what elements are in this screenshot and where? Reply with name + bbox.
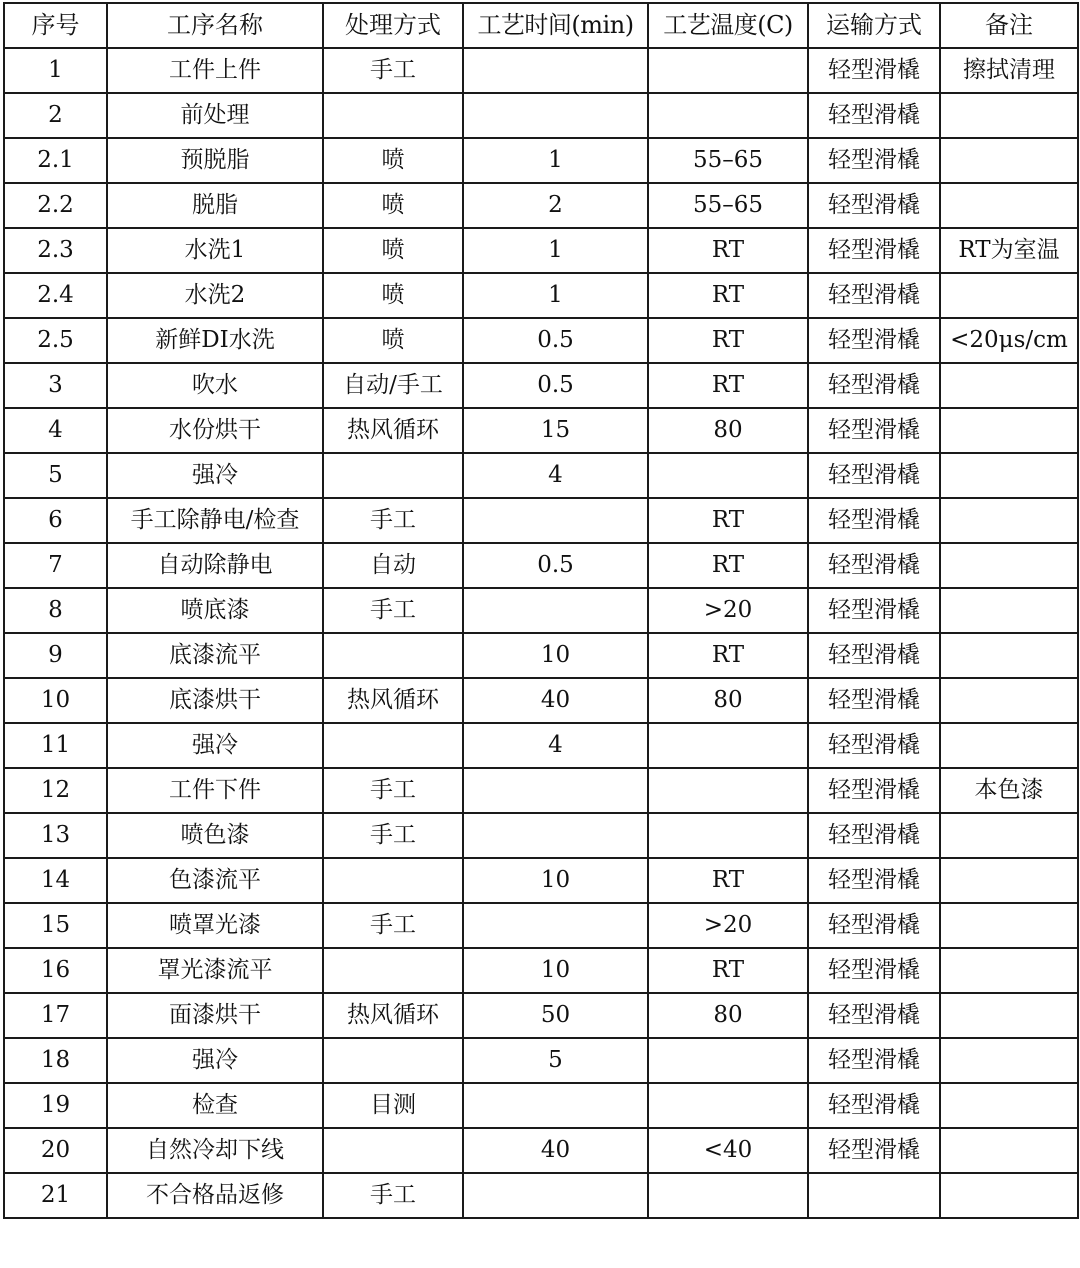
- cell-process-name: 水份烘干: [107, 408, 323, 453]
- cell-process-temp: RT: [648, 633, 808, 678]
- cell-transport: 轻型滑橇: [808, 633, 940, 678]
- cell-treatment: 热风循环: [323, 993, 463, 1038]
- cell-treatment: [323, 723, 463, 768]
- table-header: [4, 3, 1078, 48]
- cell-process-time: [463, 813, 648, 858]
- cell-process-name: 吹水: [107, 363, 323, 408]
- cell-transport: [808, 1173, 940, 1218]
- cell-transport: 轻型滑橇: [808, 1083, 940, 1128]
- table-row: [4, 138, 1078, 183]
- header-treatment: 处理方式: [323, 3, 463, 48]
- cell-treatment: [323, 1128, 463, 1173]
- cell-process-name: 喷罩光漆: [107, 903, 323, 948]
- header-process-temp: 工艺温度(C): [648, 3, 808, 48]
- cell-seq: 16: [4, 948, 107, 993]
- cell-process-name: 水洗1: [107, 228, 323, 273]
- cell-process-name: 强冷: [107, 453, 323, 498]
- cell-process-temp: [648, 813, 808, 858]
- cell-process-time: [463, 48, 648, 93]
- cell-process-name: 喷底漆: [107, 588, 323, 633]
- cell-process-time: [463, 1083, 648, 1128]
- cell-seq: 2.4: [4, 273, 107, 318]
- cell-treatment: [323, 453, 463, 498]
- cell-process-temp: 55–65: [648, 138, 808, 183]
- cell-transport: 轻型滑橇: [808, 363, 940, 408]
- table-row: [4, 228, 1078, 273]
- cell-transport: 轻型滑橇: [808, 498, 940, 543]
- cell-process-temp: RT: [648, 858, 808, 903]
- cell-remarks: [940, 903, 1078, 948]
- cell-process-time: 50: [463, 993, 648, 1038]
- cell-process-time: 15: [463, 408, 648, 453]
- cell-process-temp: [648, 723, 808, 768]
- cell-seq: 1: [4, 48, 107, 93]
- cell-seq: 21: [4, 1173, 107, 1218]
- cell-process-temp: 80: [648, 408, 808, 453]
- cell-process-temp: [648, 768, 808, 813]
- header-process-time: 工艺时间(min): [463, 3, 648, 48]
- cell-remarks: [940, 183, 1078, 228]
- cell-process-name: 工件下件: [107, 768, 323, 813]
- cell-process-temp: RT: [648, 273, 808, 318]
- table-row: [4, 723, 1078, 768]
- table-row: [4, 498, 1078, 543]
- cell-seq: 15: [4, 903, 107, 948]
- cell-treatment: 自动/手工: [323, 363, 463, 408]
- cell-process-time: 0.5: [463, 543, 648, 588]
- cell-transport: 轻型滑橇: [808, 1038, 940, 1083]
- cell-transport: 轻型滑橇: [808, 858, 940, 903]
- cell-treatment: [323, 858, 463, 903]
- cell-remarks: [940, 1128, 1078, 1173]
- cell-process-time: 2: [463, 183, 648, 228]
- cell-process-name: 新鲜DI水洗: [107, 318, 323, 363]
- cell-process-name: 水洗2: [107, 273, 323, 318]
- cell-process-name: 脱脂: [107, 183, 323, 228]
- cell-process-time: 40: [463, 678, 648, 723]
- cell-process-name: 底漆烘干: [107, 678, 323, 723]
- cell-treatment: 目测: [323, 1083, 463, 1128]
- cell-process-temp: RT: [648, 318, 808, 363]
- cell-seq: 4: [4, 408, 107, 453]
- cell-transport: 轻型滑橇: [808, 228, 940, 273]
- cell-seq: 13: [4, 813, 107, 858]
- cell-transport: 轻型滑橇: [808, 453, 940, 498]
- cell-process-temp: 80: [648, 678, 808, 723]
- cell-process-name: 强冷: [107, 723, 323, 768]
- cell-seq: 12: [4, 768, 107, 813]
- cell-remarks: [940, 1038, 1078, 1083]
- cell-process-time: 4: [463, 723, 648, 768]
- cell-seq: 5: [4, 453, 107, 498]
- cell-treatment: 自动: [323, 543, 463, 588]
- cell-process-temp: [648, 1083, 808, 1128]
- cell-treatment: [323, 93, 463, 138]
- header-process-name: 工序名称: [107, 3, 323, 48]
- cell-process-temp: 80: [648, 993, 808, 1038]
- cell-transport: 轻型滑橇: [808, 543, 940, 588]
- table-row: [4, 318, 1078, 363]
- cell-process-time: 1: [463, 273, 648, 318]
- cell-remarks: [940, 993, 1078, 1038]
- cell-treatment: 喷: [323, 138, 463, 183]
- cell-remarks: 本色漆: [940, 768, 1078, 813]
- cell-seq: 10: [4, 678, 107, 723]
- cell-treatment: 手工: [323, 498, 463, 543]
- cell-transport: 轻型滑橇: [808, 318, 940, 363]
- table-row: [4, 408, 1078, 453]
- cell-process-temp: RT: [648, 363, 808, 408]
- table-row: [4, 273, 1078, 318]
- cell-process-temp: [648, 1173, 808, 1218]
- cell-process-time: [463, 93, 648, 138]
- table-row: [4, 948, 1078, 993]
- cell-seq: 20: [4, 1128, 107, 1173]
- cell-transport: 轻型滑橇: [808, 138, 940, 183]
- cell-remarks: [940, 678, 1078, 723]
- cell-seq: 11: [4, 723, 107, 768]
- cell-process-temp: [648, 1038, 808, 1083]
- cell-seq: 2.2: [4, 183, 107, 228]
- process-table: [3, 2, 1079, 1219]
- cell-process-name: 检查: [107, 1083, 323, 1128]
- cell-treatment: [323, 948, 463, 993]
- table-row: [4, 48, 1078, 93]
- cell-process-name: 预脱脂: [107, 138, 323, 183]
- cell-seq: 8: [4, 588, 107, 633]
- cell-seq: 18: [4, 1038, 107, 1083]
- cell-remarks: RT为室温: [940, 228, 1078, 273]
- cell-process-time: 0.5: [463, 318, 648, 363]
- table-row: [4, 1038, 1078, 1083]
- cell-remarks: [940, 273, 1078, 318]
- cell-process-temp: [648, 93, 808, 138]
- cell-treatment: 喷: [323, 183, 463, 228]
- header-transport: 运输方式: [808, 3, 940, 48]
- cell-process-name: 自动除静电: [107, 543, 323, 588]
- cell-seq: 19: [4, 1083, 107, 1128]
- cell-process-name: 前处理: [107, 93, 323, 138]
- cell-remarks: [940, 1173, 1078, 1218]
- cell-treatment: 热风循环: [323, 678, 463, 723]
- cell-treatment: 手工: [323, 1173, 463, 1218]
- cell-process-temp: RT: [648, 543, 808, 588]
- table-row: [4, 1128, 1078, 1173]
- table-row: [4, 363, 1078, 408]
- cell-remarks: [940, 93, 1078, 138]
- cell-process-time: 1: [463, 228, 648, 273]
- cell-process-name: 底漆流平: [107, 633, 323, 678]
- cell-remarks: [940, 543, 1078, 588]
- cell-seq: 2.1: [4, 138, 107, 183]
- cell-treatment: 喷: [323, 273, 463, 318]
- cell-remarks: [940, 858, 1078, 903]
- cell-process-time: 5: [463, 1038, 648, 1083]
- cell-process-name: 工件上件: [107, 48, 323, 93]
- cell-transport: 轻型滑橇: [808, 723, 940, 768]
- table-row: [4, 903, 1078, 948]
- cell-treatment: 手工: [323, 903, 463, 948]
- cell-process-time: [463, 903, 648, 948]
- cell-transport: 轻型滑橇: [808, 993, 940, 1038]
- cell-process-time: 10: [463, 633, 648, 678]
- cell-transport: 轻型滑橇: [808, 813, 940, 858]
- cell-process-temp: RT: [648, 948, 808, 993]
- cell-treatment: [323, 633, 463, 678]
- cell-remarks: [940, 498, 1078, 543]
- cell-process-time: [463, 1173, 648, 1218]
- cell-transport: 轻型滑橇: [808, 948, 940, 993]
- cell-process-temp: RT: [648, 228, 808, 273]
- cell-seq: 6: [4, 498, 107, 543]
- cell-remarks: [940, 723, 1078, 768]
- cell-transport: 轻型滑橇: [808, 768, 940, 813]
- cell-process-name: 自然冷却下线: [107, 1128, 323, 1173]
- cell-remarks: [940, 948, 1078, 993]
- cell-transport: 轻型滑橇: [808, 273, 940, 318]
- cell-process-temp: [648, 48, 808, 93]
- cell-process-temp: RT: [648, 498, 808, 543]
- cell-seq: 7: [4, 543, 107, 588]
- cell-process-time: [463, 498, 648, 543]
- cell-process-time: 10: [463, 858, 648, 903]
- cell-seq: 2: [4, 93, 107, 138]
- cell-remarks: [940, 453, 1078, 498]
- cell-process-name: 罩光漆流平: [107, 948, 323, 993]
- cell-remarks: [940, 1083, 1078, 1128]
- cell-treatment: [323, 1038, 463, 1083]
- cell-remarks: [940, 408, 1078, 453]
- cell-process-name: 面漆烘干: [107, 993, 323, 1038]
- cell-treatment: 热风循环: [323, 408, 463, 453]
- cell-process-time: [463, 768, 648, 813]
- cell-transport: 轻型滑橇: [808, 183, 940, 228]
- cell-process-time: 0.5: [463, 363, 648, 408]
- cell-process-time: 40: [463, 1128, 648, 1173]
- cell-transport: 轻型滑橇: [808, 1128, 940, 1173]
- table-row: [4, 183, 1078, 228]
- cell-remarks: [940, 813, 1078, 858]
- table-row: [4, 633, 1078, 678]
- table-row: [4, 678, 1078, 723]
- cell-remarks: [940, 588, 1078, 633]
- cell-process-name: 色漆流平: [107, 858, 323, 903]
- cell-process-temp: 55–65: [648, 183, 808, 228]
- cell-process-temp: <40: [648, 1128, 808, 1173]
- cell-transport: 轻型滑橇: [808, 678, 940, 723]
- cell-seq: 17: [4, 993, 107, 1038]
- cell-transport: 轻型滑橇: [808, 93, 940, 138]
- cell-transport: 轻型滑橇: [808, 408, 940, 453]
- cell-remarks: [940, 633, 1078, 678]
- cell-process-name: 手工除静电/检查: [107, 498, 323, 543]
- table-row: [4, 993, 1078, 1038]
- cell-transport: 轻型滑橇: [808, 588, 940, 633]
- table-row: [4, 453, 1078, 498]
- cell-treatment: 手工: [323, 48, 463, 93]
- cell-process-name: 不合格品返修: [107, 1173, 323, 1218]
- cell-treatment: 手工: [323, 588, 463, 633]
- cell-remarks: [940, 363, 1078, 408]
- cell-seq: 9: [4, 633, 107, 678]
- cell-remarks: <20μs/cm: [940, 318, 1078, 363]
- cell-remarks: 擦拭清理: [940, 48, 1078, 93]
- table-row: [4, 588, 1078, 633]
- cell-process-name: 强冷: [107, 1038, 323, 1083]
- cell-seq: 2.5: [4, 318, 107, 363]
- cell-process-time: [463, 588, 648, 633]
- table-row: [4, 1173, 1078, 1218]
- table-row: [4, 858, 1078, 903]
- cell-process-time: 10: [463, 948, 648, 993]
- cell-process-time: 4: [463, 453, 648, 498]
- cell-transport: 轻型滑橇: [808, 48, 940, 93]
- cell-process-temp: >20: [648, 903, 808, 948]
- table-body: [4, 48, 1078, 1218]
- cell-remarks: [940, 138, 1078, 183]
- table-row: [4, 543, 1078, 588]
- header-seq: 序号: [4, 3, 107, 48]
- cell-process-name: 喷色漆: [107, 813, 323, 858]
- header-remarks: 备注: [940, 3, 1078, 48]
- cell-seq: 3: [4, 363, 107, 408]
- cell-treatment: 手工: [323, 768, 463, 813]
- table-row: [4, 813, 1078, 858]
- header-row: [4, 3, 1078, 48]
- table-row: [4, 768, 1078, 813]
- cell-treatment: 喷: [323, 318, 463, 363]
- cell-process-time: 1: [463, 138, 648, 183]
- cell-treatment: 手工: [323, 813, 463, 858]
- table-row: [4, 93, 1078, 138]
- cell-transport: 轻型滑橇: [808, 903, 940, 948]
- table-row: [4, 1083, 1078, 1128]
- cell-seq: 14: [4, 858, 107, 903]
- cell-treatment: 喷: [323, 228, 463, 273]
- cell-seq: 2.3: [4, 228, 107, 273]
- cell-process-temp: [648, 453, 808, 498]
- cell-process-temp: >20: [648, 588, 808, 633]
